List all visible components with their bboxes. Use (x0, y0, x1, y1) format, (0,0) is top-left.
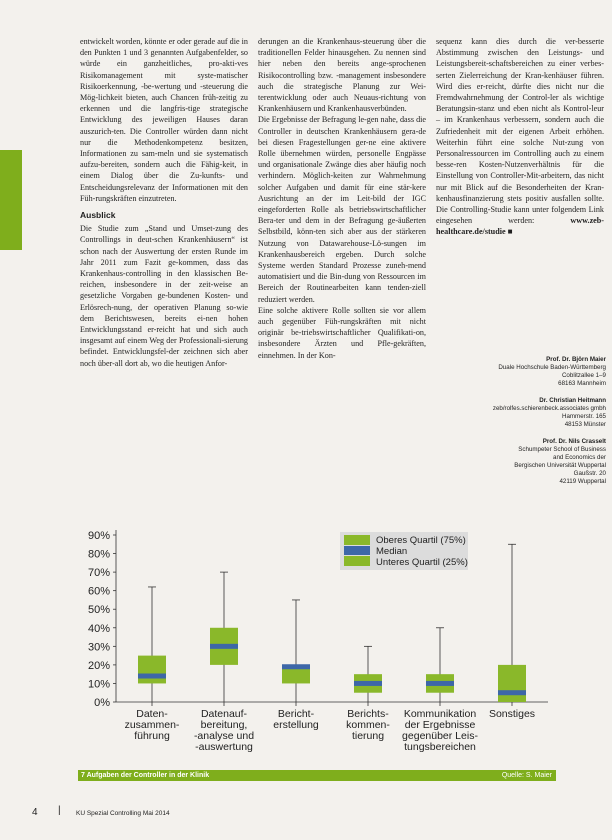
paragraph: sequenz kann dies durch die ver-besserte Abstimmung zwischen den Leistungs- und Leistungsbereit-schaftsbereichen zu einer verbes-serten Zielerreichung der Kran-kenhäuser führen. Wird dies er-reicht, dürfte dies nicht nur die Fremdwahrnehmung der Control-ler als wichtige Beratungsin-stanz und eben nicht als Kontrol-leur – im Krankenhaus verbessern, sondern auch die Zufriedenheit mit der eigenen Arbeit erhöhen. Weiterhin führt eine solche Nut-zung von Personalressourcen im Controlling auch zu einem besse-ren Kosten-Nutzenverhältnis für die Einstellung von Controller-Mit-arbeitern, das nicht nur mit Blick auf die Besonderheiten der Kran-kenhausfinanzierung stets positiv ausfallen sollte. Die Controlling-Studie kann unter folgendem Link eingesehen werden: www.zeb-healthcare.de/studie ■ (436, 37, 605, 237)
author-address: Hammerstr. 165 (561, 413, 606, 420)
x-tick-label: der Ergebnisse (404, 719, 476, 731)
y-tick-label: 40% (87, 622, 110, 635)
x-tick-label: Bericht- (277, 708, 315, 720)
legend-swatch (344, 546, 370, 555)
x-tick-label: Sonstiges (488, 708, 536, 720)
legend-label: Oberes Quartil (75%) (376, 535, 466, 546)
median-bar (426, 681, 454, 686)
box-plot-chart (78, 522, 556, 758)
legend-label: Median (376, 546, 408, 557)
x-tick-label: -auswertung (195, 741, 253, 753)
x-tick-label: Berichts- (347, 708, 389, 720)
x-tick-label: tungsbereichen (404, 741, 476, 753)
author-affiliation: zeb/rolfes.schierenbeck.associates gmbh (492, 405, 606, 412)
x-tick-label: Datenauf- (200, 708, 248, 720)
author-name: Prof. Dr. Björn Maier (546, 356, 606, 363)
median-bar (138, 674, 166, 679)
paragraph: entwickelt worden, könnte er oder gerade auf die in den Punkten 1 und 3 genannten Aufgabenfelder, so würde ein ganzheitliches, pro-akti-ves Risikomanagement mit syste-matischer Risikoerkennung, -be-wertung und -steuerung die Mög-lichkeit bieten, auch Chancen früh-zeitig zu erkennen und die langfris-tige strategische Entwicklung des jeweiligen Hauses daran auszurich-ten. Die Controller würden dann nicht nur die Methodenkompetenz besitzen, Informationen zu sam-meln und sie systematisch aufzu-bereiten, sondern auch die Fähig-keit, in einem Dialog über die Zu-kunfts- und Entscheidungsrelevanz der Informationen mit den Füh-rungskräften einzutreten. (80, 37, 248, 203)
paragraph: Eine solche aktivere Rolle sollten sie vor allem auch gegenüber Füh-rungskräften mit nicht originär be-triebswirtschaftlicher Qualifikati-on, insbesondere Ärzten und Pfle-gekräften, einnehmen. In der Kon- (258, 305, 426, 360)
author-affiliation: Bergischen Universität Wuppertal (514, 462, 606, 469)
end-mark: ■ (507, 227, 513, 237)
median-bar (354, 681, 382, 686)
article-column-2 (258, 36, 426, 361)
x-tick-label: führung (134, 730, 170, 742)
publication-name: KU Spezial Controlling Mai 2014 (76, 810, 170, 817)
x-tick-label: zusammen- (124, 719, 180, 731)
author-address: Coblitzallee 1–9 (561, 372, 606, 379)
y-tick-label: 60% (87, 585, 110, 598)
x-tick-label: Kommunikation (403, 708, 477, 720)
author-name: Prof. Dr. Nils Crasselt (542, 438, 606, 445)
median-bar (498, 690, 526, 695)
iqr-box (138, 656, 166, 684)
legend-swatch (344, 556, 370, 566)
author-list (436, 356, 606, 495)
study-link[interactable]: www.zeb-healthcare.de/studie (436, 216, 605, 237)
footer-separator: | (58, 805, 61, 816)
x-tick-label: erstellung (273, 719, 319, 731)
article-column-1 (80, 36, 248, 369)
paragraph: Die Studie zum „Stand und Umset-zung des Controllings in deut-schen Krankenhäusern“ ist schon nach der Auswertung der ersten Runde im Jahr 2011 zum Fazit ge-kommen, dass das Krankenhaus-controlling in den klassischen Be-reichen, insbesondere in der zeit-weise an gesetzliche Vorgaben ge-bundenen Kosten- und Erlösrech-nung, der operativen Planung so-wie dem Berichtswesen, bereits ei-nen hohen Entwicklungsstand er-reicht hat und sich auch insgesamt auf einem Weg der Professionali-sierung befindet. Entwicklungsfel-der zeichnen sich aber noch über-all dort ab, wo die heutigen Anfor- (80, 224, 248, 368)
author-block (436, 397, 606, 429)
x-tick-label: tierung (351, 730, 385, 742)
author-affiliation: Duale Hochschule Baden-Württemberg (498, 364, 606, 371)
section-tab (0, 150, 22, 250)
median-bar (282, 664, 310, 669)
paragraph: Die Ergebnisse der Befragung le-gen nahe, dass die Controller in deutschen Krankenhäusern gera-de bei diesen Fragestellungen ger-ne eine aktivere Rolle übernehmen würden, personelle Engpässe und organisationale Zwänge dies aber häufig noch verhindern. Möglich-keiten zur Wahrnehmung solcher Aufgaben und damit für eine stär-kere Ausrichtung an der im Leit-bild der IGC eingeforderten Rolle als betriebswirtschaftlicher Bera-ter und dem in der Befragung ge-äußerten Selbstbild, könn-ten sich aber aus der stärkeren Nutzung von Datawarehouse-Lö-sungen im Krankenhausbereich ergeben. Durch solche Systeme werden Standard Prozesse zuneh-mend automatisiert und die Bin-dung von Ressourcen im Bereich der Routinearbeiten kann tenden-ziell reduziert werden. (258, 115, 426, 304)
y-tick-label: 70% (87, 567, 110, 580)
legend-swatch (344, 535, 370, 545)
legend-label: Unteres Quartil (25%) (376, 557, 468, 568)
author-block (436, 438, 606, 486)
page-number: 4 (32, 807, 38, 818)
author-city: 42119 Wuppertal (559, 478, 606, 485)
x-tick-label: bereitung, (200, 719, 248, 731)
iqr-box (498, 665, 526, 702)
x-tick-label: kommen- (346, 719, 390, 731)
author-name: Dr. Christian Heitmann (539, 397, 606, 404)
article-column-3 (436, 36, 604, 238)
author-affiliation: Schumpeter School of Business (518, 446, 606, 453)
author-block (436, 356, 606, 388)
author-city: 48153 Münster (564, 421, 606, 428)
y-tick-label: 80% (87, 548, 110, 561)
author-address: Gaußstr. 20 (573, 470, 606, 477)
x-tick-label: -analyse und (193, 730, 255, 742)
y-tick-label: 0% (94, 697, 110, 709)
chart-svg (78, 522, 556, 758)
section-heading: Ausblick (80, 210, 116, 221)
y-tick-label: 20% (87, 659, 110, 672)
y-tick-label: 30% (87, 641, 110, 654)
author-city: 68163 Mannheim (558, 380, 606, 387)
median-bar (210, 644, 238, 649)
y-tick-label: 90% (87, 530, 110, 542)
caption-title: 7 Aufgaben der Controller in der Klinik (81, 772, 210, 779)
figure-caption (78, 770, 556, 781)
y-tick-label: 10% (87, 678, 110, 691)
author-affiliation: and Economics der (553, 454, 606, 461)
x-tick-label: gegenüber Leis- (402, 730, 478, 742)
caption-source: Quelle: S. Maier (501, 772, 552, 779)
y-tick-label: 50% (87, 604, 110, 617)
paragraph: derungen an die Krankenhaus-steuerung über die traditionellen Felder hinausgehen. Zu nennen sind hier neben den bereits ange-sprochenen Risikocontrolling bzw. -management insbesondere auch die strategische Planung zur Wei-terentwicklung oder auch Neuaus-richtung von Krankenhäusern und Krankenhausverbünden. (258, 37, 426, 114)
x-tick-label: Daten- (136, 708, 168, 720)
